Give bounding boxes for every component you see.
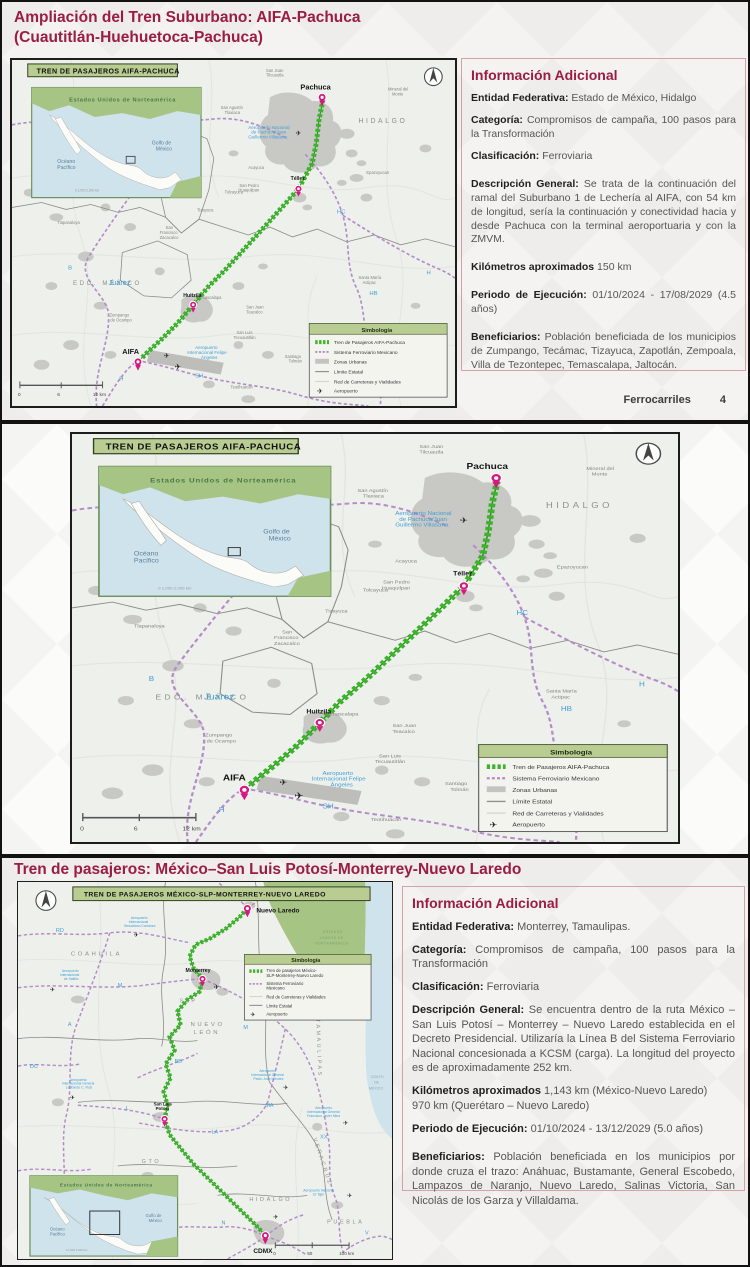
slide-mexico-nuevo-laredo: [2, 858, 748, 1265]
map-mexico-slp-monterrey-nuevo-laredo: [17, 881, 393, 1260]
field-clasificacion: Clasificación: Ferroviaria: [412, 981, 540, 994]
field-clasificacion: Clasificación: Ferroviaria: [471, 150, 593, 163]
footer-page-number: 4: [719, 394, 726, 406]
field-beneficiarios: Beneficiarios: Población beneficiada en los municipios por donde cruza el trazo: Anáhuac, Bustamante, General Escobedo, Lampazos de Naranjo, Nuevo Laredo, Salinas Victoria, San Nicolás de los Garza y Villaldama.: [412, 1151, 735, 1207]
field-kilometros: Kilómetros aproximados 1,143 km (México-Nuevo Laredo) 970 km (Querétaro – Nuevo Laredo): [412, 1085, 708, 1112]
slide-aifa-pachuca-map-full: [2, 424, 748, 854]
map-aifa-pachuca-small: [10, 58, 457, 408]
field-entidad: Entidad Federativa: Monterrey, Tamaulipas.: [412, 920, 631, 933]
field-categoria: Categoría: Compromisos de campaña, 100 pasos para la Transformación: [471, 113, 736, 140]
field-descripcion: Descripción General: Se encuentra dentro de la ruta México – San Luis Potosí – Monterrey – Nuevo Laredo establecida en el Decreto Presidencial. Utilizaría la Línea B del Sistema Ferroviario Nacional concesionada a KCSM (carga). La longitud del proyecto es de aproximadamente 252 km.: [412, 1004, 735, 1075]
info-panel-nuevo-laredo: [402, 886, 745, 1207]
map-aifa-pachuca-large: [70, 432, 680, 844]
deck-footer: [624, 394, 726, 406]
field-kilometros: Kilómetros aproximados 150 km: [471, 261, 632, 274]
slide-aifa-pachuca-summary: [2, 2, 748, 420]
title-line-2: (Cuautitlán-Huehuetoca-Pachuca): [14, 29, 263, 47]
field-periodo: Periodo de Ejecución: 01/10/2024 - 17/08/2029 (4.5 años): [471, 289, 736, 315]
footer-section-label: Ferrocarriles: [623, 394, 691, 406]
field-beneficiarios: Beneficiarios: Población beneficiada de los municipios de Zumpango, Tecámac, Tizayuca, Zapotlán, Zempoala, Villa de Tezontepec, Temascalapa, Jaltocán.: [471, 330, 736, 371]
field-periodo: Periodo de Ejecución: 01/10/2024 - 13/12/2029 (5.0 años): [412, 1122, 704, 1135]
field-descripcion: Descripción General: Se trata de la continuación del ramal del Suburbano 1 de Lechería al AIFA, con 54 km de longitud, sería la continuación y conectividad hacia y desde Pachuca con la terminal aeroportuaria y con la ZMVM.: [471, 177, 737, 246]
title-line-1: Ampliación del Tren Suburbano: AIFA-Pachuca: [14, 9, 361, 26]
page-title: Tren de pasajeros: México–San Luis Potosí-Monterrey-Nuevo Laredo: [14, 861, 522, 878]
info-heading: Información Adicional: [412, 895, 559, 911]
info-panel-aifa: [461, 58, 746, 371]
page-title: [14, 8, 361, 48]
field-categoria: Categoría: Compromisos de campaña, 100 pasos para la Transformación: [412, 943, 736, 971]
field-entidad: Entidad Federativa: Estado de México, Hidalgo: [471, 91, 697, 104]
info-heading: Información Adicional: [471, 67, 618, 83]
